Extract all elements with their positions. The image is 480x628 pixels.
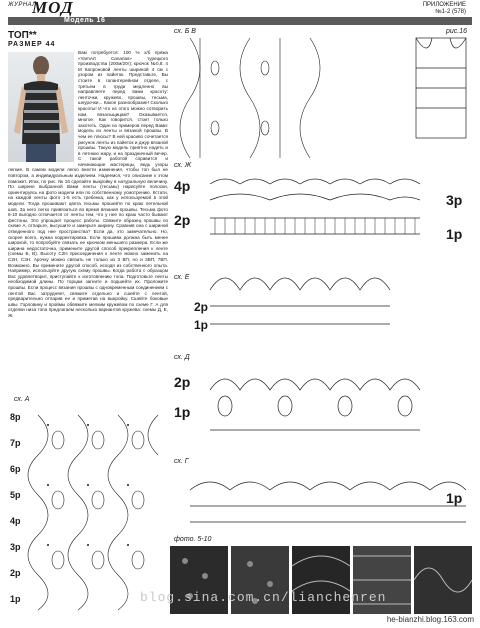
appendix-info <box>423 2 466 16</box>
scheme-a-row-5: 5р <box>10 490 21 500</box>
magazine-small-title: ЖУРНАЛ <box>8 2 37 8</box>
photo-label: фото. 5-10 <box>174 536 212 543</box>
magazine-logo: МОД <box>32 0 74 17</box>
appendix-label: ПРИЛОЖЕНИЕ <box>422 2 466 8</box>
model-photo <box>8 52 74 162</box>
scheme-a-row-4: 4р <box>10 516 21 526</box>
scheme-g-label: сх. Г <box>174 458 189 465</box>
schemes-column <box>170 28 472 616</box>
crochet-schemes <box>170 28 472 548</box>
scheme-bv-label: сх. Б В <box>174 28 196 35</box>
scheme-d-label: сх. Д <box>174 354 190 361</box>
issue-label: №1-2 (578) <box>435 9 466 15</box>
scheme-zh-label: сх. Ж <box>174 162 192 169</box>
scheme-a-row-7: 7р <box>10 438 21 448</box>
scheme-zh-row-4: 4р <box>174 178 191 194</box>
scheme-e-row-1: 1р <box>194 318 209 332</box>
scheme-a-label: сх. А <box>14 396 30 403</box>
scheme-zh-row-3: 3р <box>446 192 463 208</box>
model-top-illustration <box>8 52 74 162</box>
scheme-d-row-1: 1р <box>174 404 191 420</box>
article-title: ТОП** <box>8 30 37 41</box>
article-column <box>8 30 168 319</box>
watermark: blog.sina.com.cn/lianchenren <box>140 590 387 605</box>
model-label: Модель 16 <box>64 17 106 24</box>
scheme-zh-row-2: 2р <box>174 212 191 228</box>
scheme-e-label: сх. Е <box>174 274 190 281</box>
scheme-a-chart <box>8 405 166 615</box>
size-line: РАЗМЕР 44 <box>8 41 56 48</box>
scheme-zh-row-1: 1р <box>446 226 463 242</box>
page-header <box>0 0 480 26</box>
figure-label: рис.16 <box>446 28 468 35</box>
scheme-e-row-2: 2р <box>194 300 209 314</box>
scheme-a-row-6: 6р <box>10 464 21 474</box>
scheme-d-row-2: 2р <box>174 374 191 390</box>
scheme-a-row-2: 2р <box>10 568 21 578</box>
scheme-a-row-3: 3р <box>10 542 21 552</box>
site-credit: he-bianzhi.blog.163.com <box>386 615 474 624</box>
scheme-a-row-1: 1р <box>10 594 21 604</box>
article-body: Вам потребуется: 100 % х/б пряжа «YarnArt Canarias» турецкого производства (200м/20г); крючок №0,8. 4 М Капроновой ленты шириной 4 см с узором из пайеток. Представьте, Вы стоите в галантерейном отделе, с третьем в груди медленно вы направляете перед вами красоту: ленточки, кружево, прошвы, тесьма, шнурочки... Какое разнообразие! Сколько красоты! И что из этого можно сотворить нам, вязальщицам? Оказывается, многое. Как говорится, стоит только захотеть. Один из примеров перед Вами: модель из ленты и вязаной прошвы. В чем ее плюсы? В ней красиво сочетается рисунок ленты из пайеток и джур вязаной прошвы. Такую модель приятно надеть и в летнюю жару, и на праздничный вечер. С такой работой справится и начинающие мастерицы, ведь узоры легкие. В самом модели легко внести изменения, чтобы топ был не повтором, а индивидуальным изделием. Надеемся, что описание к этом поможет. Итак, по рис. № 16 сделайте выкройку в натуральную величину. По ширине выбранной Вами ленты (тесьмы) нарисуйте полоски, ориентируясь на фото модели или по собственному усмотрению. Кстати, на каждой ленты фото 1-5 есть гребенка, как у используемой в этой модели. Тогда прошивают цвета тесьмы прошейте по краю петельной шов. За него легко привязаться во время вязания прошвы. Тесьма фото 6-10 выгодно отличается от ленты тем, что у нее по краю часто бывают фестоны. Это упрощает процесс работы. Свяжите образец прошвы по схеме А, отпарьте, высушите и замерьте ширину. Сравнив она с шириной отведенного под нее пространства? Если да, это замечательно. Но, скорее всего, нужна корректировка. Если прошива должна быть менее широкой, то попробуйте связать ее крючком меньшего размера. Если же ширина недостаточна, примените другой способ прикрепления к ленте (схемы Б, В). Высоту С2Н присоединения к ленте можно заменить на С2Н, С3Н. Арочку можно связать не только из 3 ВП, но и 3ВП, 7ВП. Возможно, Вы примените другой способ, исходя из собственного опыта. Например, используйте другую схему прошвы. Когда работа с образцом Вас удовлетворит, приступайте к изготовлению топа. Подготовьте ленты необходимой длины. По торцам загните и подшейте их. Проложите прошвы. Если процесс вязания прошвы с одновременным соединением с лентой Вас затрудняет, свяжите отдельно и сшейте с лентой, предварительно отпарив ее и приметав на выкройку. Сшейте боковые швы. Горловину и проймы обвяжите мелким кружевом по схеме Г. А для отделки низа топа предлагаем несколько вариантов кружева: схемы Д, Е, Ж. <box>8 50 168 318</box>
scheme-a-row-8: 8р <box>10 412 21 422</box>
scheme-g-row-1: 1р <box>446 490 463 506</box>
